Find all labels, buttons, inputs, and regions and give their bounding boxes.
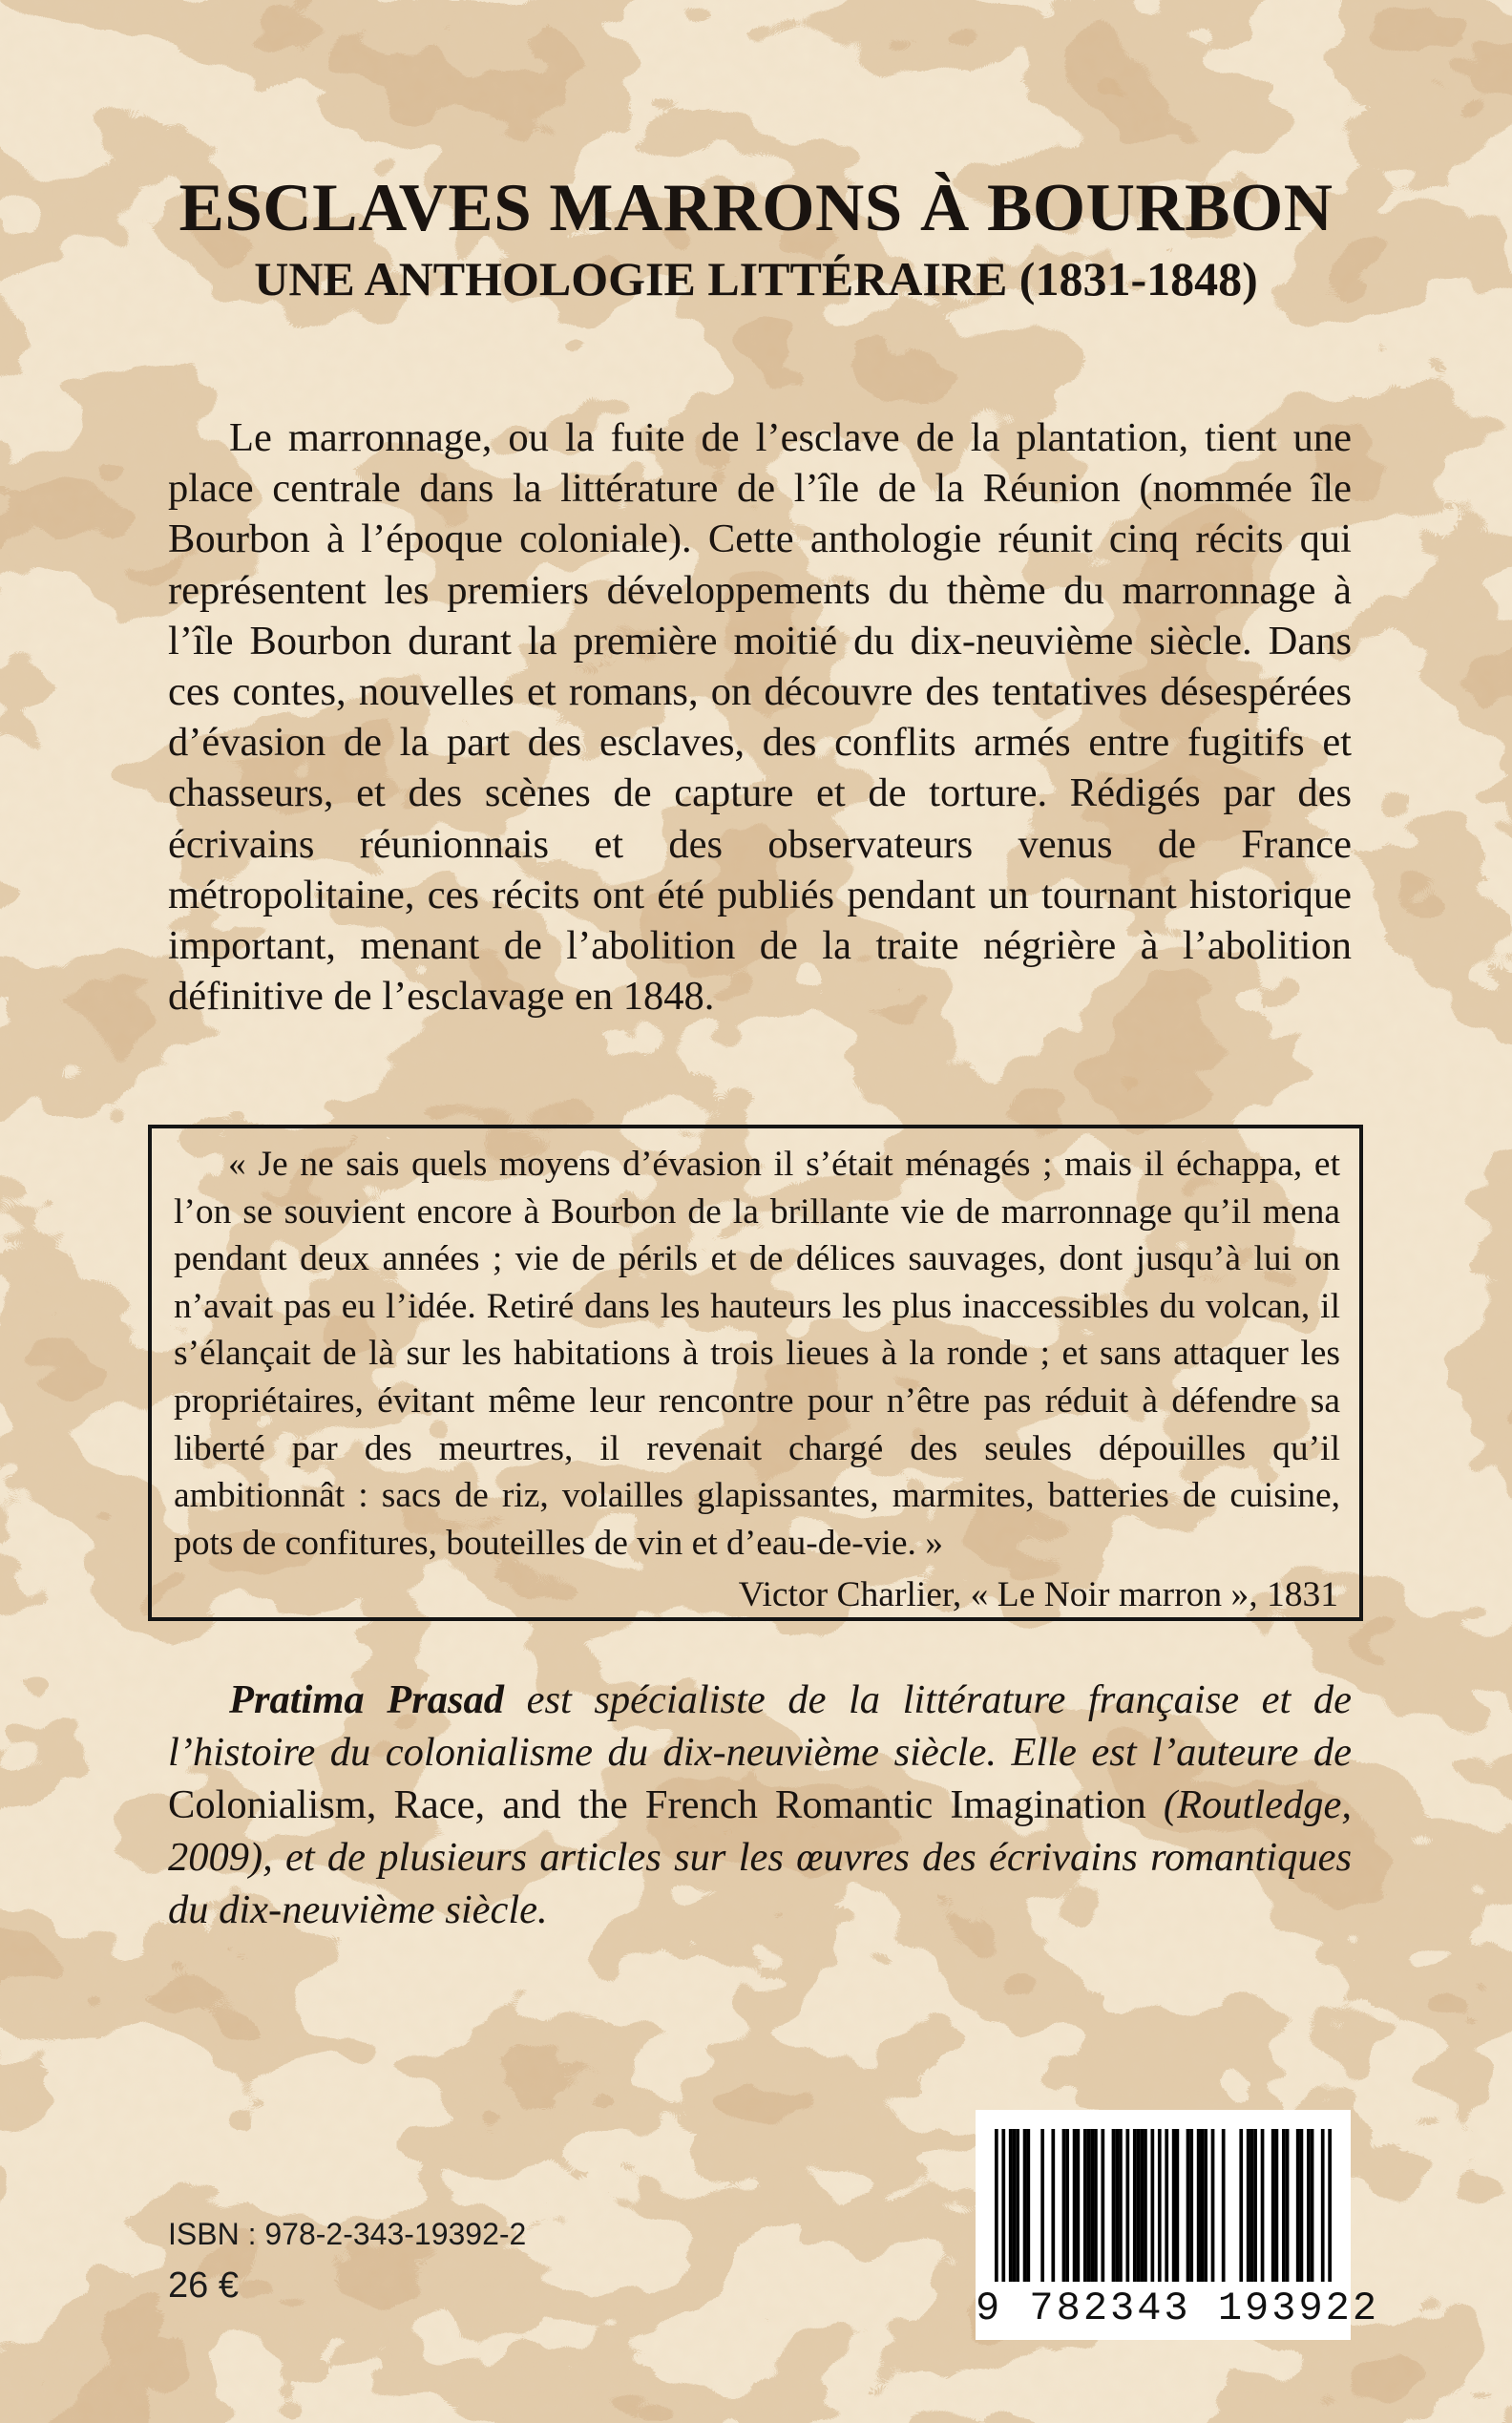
barcode-bar — [1001, 2129, 1005, 2282]
barcode-bar — [1197, 2129, 1201, 2282]
quote-text-block — [174, 1141, 1340, 1567]
barcode-bar — [1013, 2129, 1017, 2282]
barcode-bar — [1150, 2129, 1154, 2282]
barcode-bar — [1296, 2129, 1300, 2282]
bio-text-part-1: est spécialiste de la littérature française et de l’histoire du colonialisme du dix-neuvième siècle. Elle est l’auteure de — [168, 1677, 1352, 1775]
barcode-bar — [1026, 2129, 1030, 2282]
book-subtitle: UNE ANTHOLOGIE LITTÉRAIRE (1831-1848) — [254, 252, 1258, 306]
barcode-bar — [1016, 2129, 1019, 2282]
barcode-bar — [1201, 2129, 1205, 2282]
barcode-digits: 9 782343 193922 — [976, 2286, 1380, 2331]
barcode-bar — [1009, 2129, 1013, 2282]
barcode-bar — [1300, 2129, 1304, 2282]
barcode-bar — [1023, 2129, 1027, 2282]
price-label: 26 € — [168, 2265, 239, 2306]
barcode-bar — [1286, 2129, 1290, 2282]
barcode-bar — [1186, 2129, 1190, 2282]
barcode-bar — [1040, 2129, 1044, 2282]
book-title: ESCLAVES MARRONS À BOURBON — [178, 171, 1334, 245]
barcode-bar — [1094, 2129, 1098, 2282]
barcode-bar — [1140, 2129, 1144, 2282]
barcode — [976, 2110, 1380, 2340]
barcode-bar — [1172, 2129, 1176, 2282]
barcode-bar — [1133, 2129, 1137, 2282]
barcode-bar — [1144, 2129, 1147, 2282]
barcode-bar — [1253, 2129, 1257, 2282]
bio-text-part-2: (Routledge, 2009), et de plusieurs articles sur les œuvres des écrivains romantiques du dix-neuvième siècle. — [168, 1782, 1352, 1932]
barcode-bars — [995, 2129, 1332, 2282]
barcode-bar — [1090, 2129, 1094, 2282]
quote-box — [148, 1125, 1363, 1621]
barcode-bar — [1158, 2129, 1162, 2282]
barcode-bar — [1261, 2129, 1265, 2282]
barcode-bar — [1204, 2129, 1208, 2282]
barcode-bar — [1239, 2129, 1243, 2282]
barcode-bar — [1115, 2129, 1119, 2282]
author-bio — [168, 1674, 1352, 1936]
barcode-bar — [1275, 2129, 1279, 2282]
barcode-bar — [1222, 2129, 1226, 2282]
barcode-bar — [1282, 2129, 1286, 2282]
barcode-bar — [1051, 2129, 1055, 2282]
author-bio-text — [168, 1674, 1352, 1936]
barcode-bar — [1311, 2129, 1314, 2282]
author-name: Pratima Prasad — [229, 1677, 505, 1722]
summary-paragraph — [168, 412, 1352, 1022]
barcode-bar — [1112, 2129, 1116, 2282]
barcode-bar — [1073, 2129, 1077, 2282]
book-reference: Colonialism, Race, and the French Romantic Imagination — [168, 1782, 1146, 1827]
barcode-bar — [1176, 2129, 1180, 2282]
barcode-bar — [1101, 2129, 1104, 2282]
barcode-bar — [1165, 2129, 1168, 2282]
isbn-label: ISBN : 978-2-343-19392-2 — [168, 2217, 527, 2251]
barcode-bar — [1062, 2129, 1066, 2282]
barcode-bar — [1271, 2129, 1275, 2282]
barcode-bar — [1083, 2129, 1087, 2282]
barcode-bar — [1247, 2129, 1250, 2282]
barcode-bar — [1211, 2129, 1215, 2282]
summary-text: Le marronnage, ou la fuite de l’esclave de la plantation, tient une place centrale dans la littérature de l’île de la Réunion (nommée île Bourbon à l’époque coloniale). Cette anthologie réunit cinq récits qui représentent les premiers développements du thème du marronnage à l’île Bourbon durant la première moitié du dix-neuvième siècle. Dans ces contes, nouvelles et romans, on découvre des tentatives désespérées d’évasion de la part des esclaves, des conflits armés entre fugitifs et chasseurs, et des scènes de capture et de torture. Rédigés par des écrivains réunionnais et des observateurs venus de France métropolitaine, ces récits ont été publiés pendant un tournant historique important, menant de l’abolition de la traite négrière à l’abolition définitive de l’esclavage en 1848. — [168, 415, 1352, 1020]
barcode-bar — [1328, 2129, 1332, 2282]
barcode-bar — [1307, 2129, 1311, 2282]
barcode-bar — [1321, 2129, 1325, 2282]
barcode-bar — [995, 2129, 998, 2282]
quote-citation: Victor Charlier, « Le Noir marron », 1831 — [738, 1575, 1338, 1614]
barcode-bar — [1250, 2129, 1254, 2282]
barcode-bar — [1065, 2129, 1069, 2282]
barcode-bar — [1119, 2129, 1123, 2282]
barcode-bar — [1137, 2129, 1141, 2282]
quote-text: « Je ne sais quels moyens d’évasion il s’était ménagés ; mais il échappa, et l’on se souvient encore à Bourbon de la brillante vie de marronnage qu’il mena pendant deux années ; vie de périls et de délices sauvages, dont jusqu’à lui on n’avait pas eu l’idée. Retiré dans les hauteurs les plus inaccessibles du volcan, il s’élançait de là sur les habitations à trois lieues à la ronde ; et sans attaquer les propriétaires, évitant même leur rencontre pour n’être pas réduit à défendre sa liberté par des meurtres, il revenait chargé des seules dépouilles qu’il ambitionnât : sacs de riz, volailles glapissantes, marmites, batteries de cuisine, pots de confitures, bouteilles de vin et d’eau-de-vie. » — [174, 1145, 1340, 1563]
barcode-bar — [1087, 2129, 1091, 2282]
barcode-bar — [1189, 2129, 1193, 2282]
barcode-bar — [1076, 2129, 1080, 2282]
barcode-bar — [1125, 2129, 1129, 2282]
